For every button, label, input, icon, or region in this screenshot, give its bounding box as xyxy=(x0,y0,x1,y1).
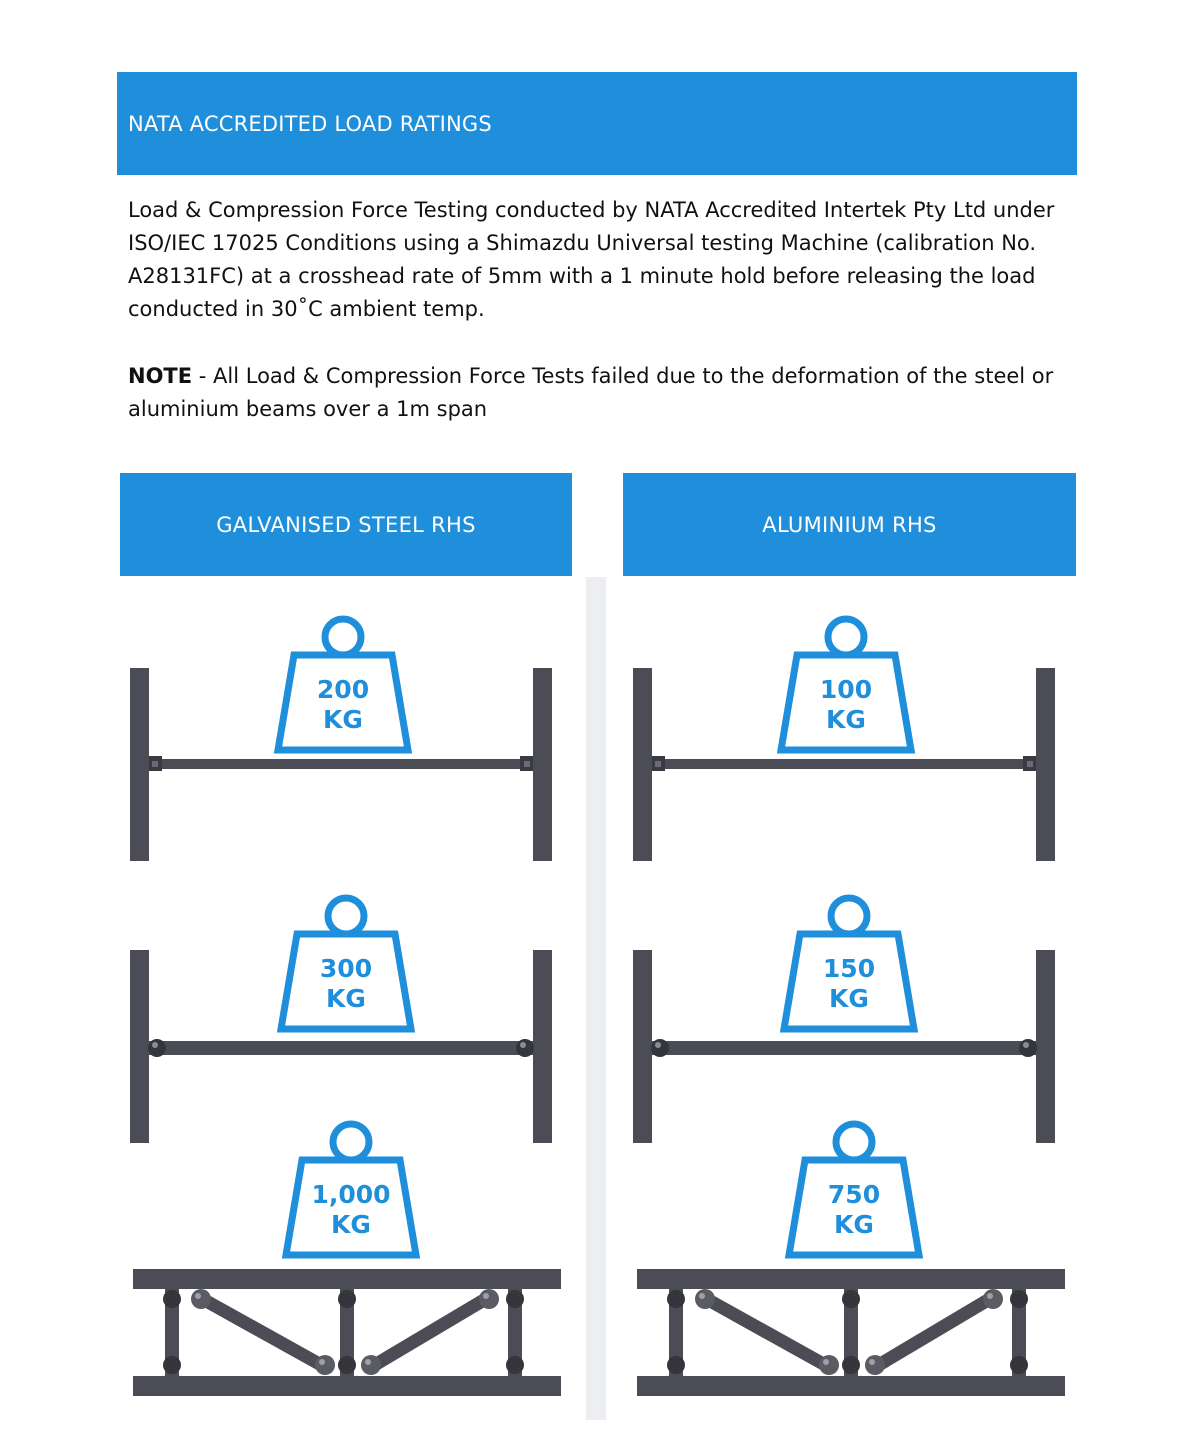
note-body: - All Load & Compression Force Tests failed due to the deformation of the steel or aluminium beams over a 1m span xyxy=(128,364,1054,421)
aluminium-truss xyxy=(637,1269,1065,1396)
page-title: NATA ACCREDITED LOAD RATINGS xyxy=(128,111,492,136)
note-label: NOTE xyxy=(128,364,193,388)
column-title-steel: GALVANISED STEEL RHS xyxy=(216,512,476,537)
rating-unit: KG xyxy=(826,705,866,734)
rating-unit: KG xyxy=(829,984,869,1013)
rating-value: 200 xyxy=(316,675,370,704)
rating-unit: KG xyxy=(326,984,366,1013)
rating-unit: KG xyxy=(331,1210,371,1239)
rating-unit: KG xyxy=(834,1210,874,1239)
rating-value: 750 xyxy=(827,1180,881,1209)
rating-unit: KG xyxy=(323,705,363,734)
rating-value: 100 xyxy=(819,675,873,704)
rating-value: 1,000 xyxy=(311,1180,391,1209)
intro-text: Load & Compression Force Testing conducted by NATA Accredited Intertek Pty Ltd under ISO/IEC 17025 Conditions using a Shimazdu Universal testing Machine (calibration No. A28131FC) at a crosshead rate of 5mm with a 1 minute hold before releasing the load conducted in 30˚C ambient temp. xyxy=(128,198,1055,321)
rating-value: 150 xyxy=(822,954,876,983)
steel-truss xyxy=(133,1269,561,1396)
column-title-aluminium: ALUMINIUM RHS xyxy=(762,512,937,537)
rating-value: 300 xyxy=(319,954,373,983)
